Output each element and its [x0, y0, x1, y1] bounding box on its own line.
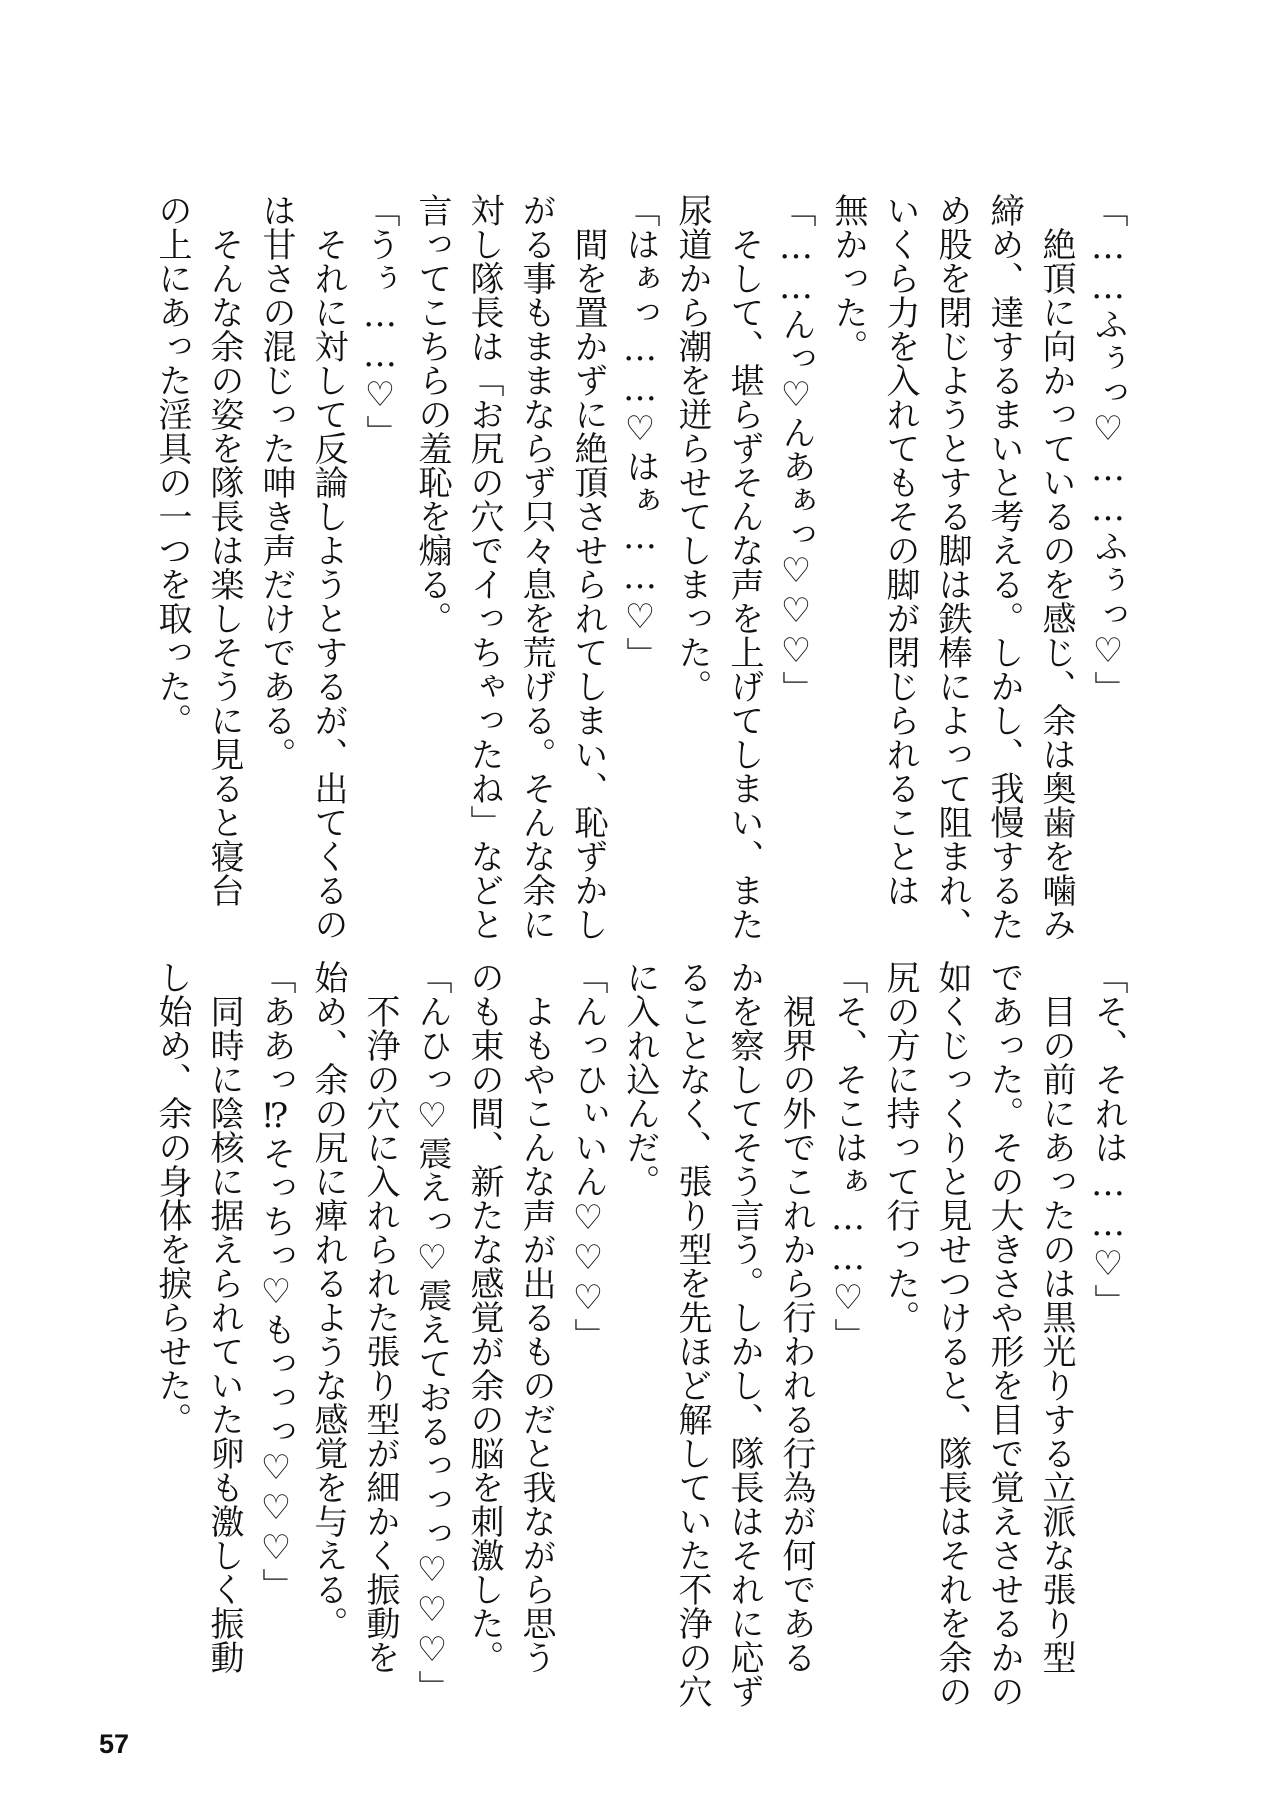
- text-column: それに対して反論しようとするが、出てくるの: [308, 193, 348, 941]
- text-column: 始め、余の尻に痺れるような感覚を与える。: [308, 960, 348, 1640]
- text-column: 「……んっ♡んあぁっ♡♡♡」: [776, 193, 816, 705]
- text-column: 目の前にあったのは黒光りする立派な張り型: [1036, 960, 1076, 1674]
- upper-text-block: [0, 193, 1280, 941]
- text-column: そんな余の姿を隊長は楽しそうに見ると寝台: [204, 193, 244, 907]
- text-column: よもやこんな声が出るものだと我ながら思う: [516, 960, 556, 1674]
- text-column: 視界の外でこれから行われる行為が何である: [776, 960, 816, 1674]
- lower-text-block: [0, 960, 1280, 1708]
- text-column: 同時に陰核に据えられていた卵も激しく振動: [204, 960, 244, 1674]
- text-column: がる事もままならず只々息を荒げる。そんな余に: [516, 193, 556, 941]
- text-column: 如くじっくりと見せつけると、隊長はそれを余の: [932, 960, 972, 1708]
- text-column: 絶頂に向かっているのを感じ、余は奥歯を噛み: [1036, 193, 1076, 941]
- text-column: であった。その大きさや形を目で覚えさせるかの: [984, 960, 1024, 1708]
- text-column: し始め、余の身体を捩らせた。: [152, 960, 192, 1436]
- text-column: 尻の方に持って行った。: [880, 960, 920, 1334]
- text-column: め股を閉じようとする脚は鉄棒によって阻まれ、: [932, 193, 972, 941]
- text-column: 間を置かずに絶頂させられてしまい、恥ずかし: [568, 193, 608, 941]
- text-column: 「はぁっ……♡はぁ……♡」: [620, 193, 660, 671]
- text-column: 「んひっ♡震えっ♡震えておるっっっ♡♡♡」: [412, 960, 452, 1704]
- text-column: 「……ふぅっ♡……ふぅっ♡」: [1088, 193, 1128, 705]
- text-column: に入れ込んだ。: [620, 960, 660, 1198]
- text-column: 尿道から潮を迸らせてしまった。: [672, 193, 712, 703]
- text-column: 「そ、そこはぁ……♡」: [828, 960, 868, 1352]
- text-column: 「ああっ⁉そっちっ♡もっっっ♡♡♡」: [256, 960, 296, 1602]
- text-column: 無かった。: [828, 193, 868, 363]
- text-column: ることなく、張り型を先ほど解していた不浄の穴: [672, 960, 712, 1708]
- text-column: かを察してそう言う。しかし、隊長はそれに応ず: [724, 960, 764, 1708]
- text-column: 「うぅ……♡」: [360, 193, 400, 449]
- text-column: そして、堪らずそんな声を上げてしまい、また: [724, 193, 764, 941]
- text-column: 対し隊長は「お尻の穴でイっちゃったね」などと: [464, 193, 504, 941]
- text-column: 言ってこちらの羞恥を煽る。: [412, 193, 452, 635]
- text-column: 「そ、それは……♡」: [1088, 960, 1128, 1318]
- text-column: いくら力を入れてもその脚が閉じられることは: [880, 193, 920, 907]
- text-column: の上にあった淫具の一つを取った。: [152, 193, 192, 737]
- text-column: 締め、達するまいと考える。しかし、我慢するた: [984, 193, 1024, 941]
- text-column: のも束の間、新たな感覚が余の脳を刺激した。: [464, 960, 504, 1674]
- page-number: 57: [99, 1729, 130, 1759]
- text-column: 「んっひぃいん♡♡♡」: [568, 960, 608, 1352]
- text-column: 不浄の穴に入れられた張り型が細かく振動を: [360, 960, 400, 1674]
- text-column: は甘さの混じった呻き声だけである。: [256, 193, 296, 771]
